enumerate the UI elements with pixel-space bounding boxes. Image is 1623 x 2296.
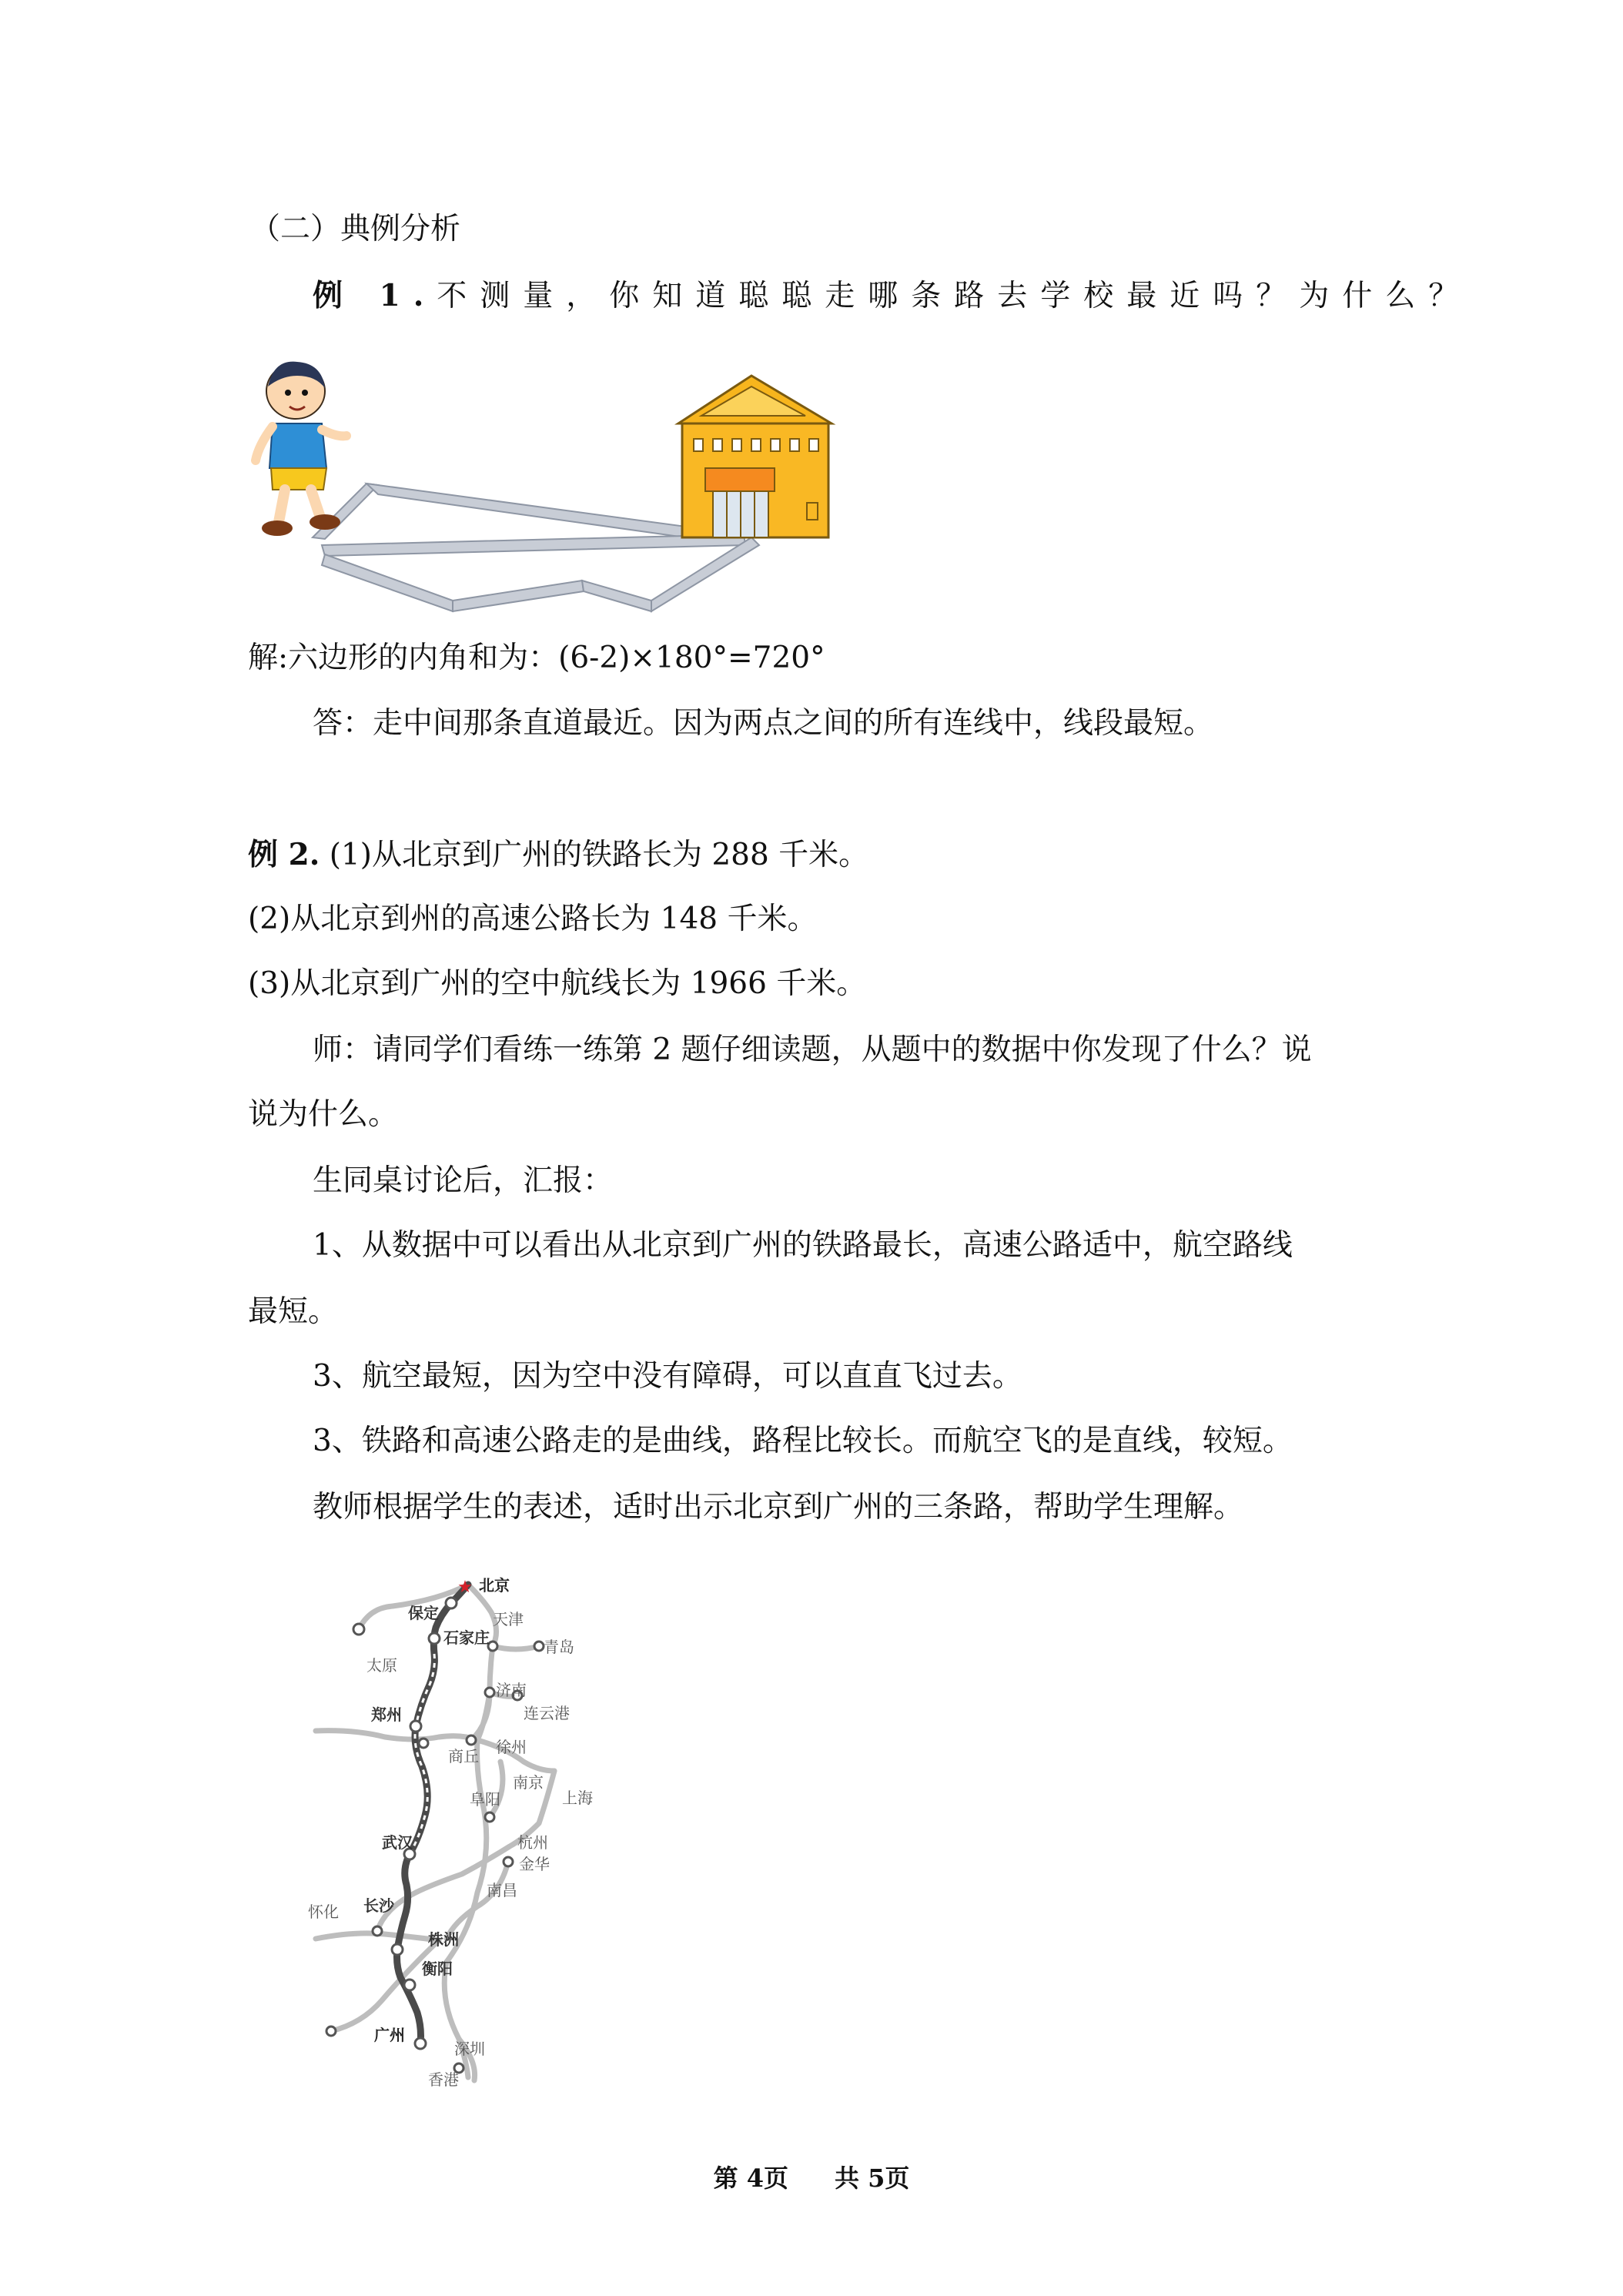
example1-question-line: [313, 276, 1471, 316]
map-label-shenzhen: 深圳: [454, 2040, 485, 2058]
map-label-taiyuan: 太原: [366, 1656, 397, 1675]
point1-line1: 1、从数据中可以看出从北京到广州的铁路最长，高速公路适中，航空路线: [313, 1228, 1293, 1263]
map-label-hengyang: 衡阳: [422, 1960, 453, 1978]
map-label-beijing: 北京: [479, 1576, 510, 1595]
route-to-school-illustration: [251, 353, 856, 614]
map-label-guangzhou: 广州: [374, 2026, 405, 2044]
map-label-shijiazhuang: 石家庄: [443, 1628, 490, 1647]
map-label-hongkong: 香港: [428, 2070, 459, 2089]
map-label-shanghai: 上海: [562, 1789, 593, 1807]
teacher-question-line1: 师：请同学们看练一练第 2 题仔细读题，从题中的数据中你发现了什么？说: [313, 1033, 1312, 1067]
page-number: 第 4页: [713, 2164, 788, 2193]
map-label-fuyang: 阜阳: [470, 1790, 500, 1809]
map-label-zhuzhou: 株洲: [428, 1930, 459, 1949]
map-label-changsha: 长沙: [363, 1896, 394, 1915]
capital-star-icon: ★: [457, 1578, 473, 1597]
map-label-nanjing: 南京: [513, 1773, 544, 1792]
example2-item1-line: [248, 835, 868, 875]
example2-item3: (3)从北京到广州的空中航线长为 1966 千米。: [248, 966, 867, 1001]
map-label-tianjin: 天津: [493, 1610, 524, 1628]
point3-line: 3、铁路和高速公路走的是曲线，路程比较长。而航空飞的是直线，较短。: [313, 1424, 1293, 1458]
page-footer: [0, 2159, 1623, 2194]
map-label-lianyungang: 连云港: [524, 1704, 570, 1722]
map-label-jinan: 济南: [496, 1681, 527, 1699]
section-title: （二）典例分析: [250, 212, 461, 246]
example2-label: 例 2.: [248, 837, 320, 872]
map-label-shangqiu: 商丘: [448, 1747, 479, 1766]
map-label-qingdao: 青岛: [544, 1638, 574, 1656]
example2-item1: (1)从北京到广州的铁路长为 288 千米。: [329, 838, 869, 872]
teacher-question-line2: 说为什么。: [248, 1097, 399, 1132]
beijing-guangzhou-route-map: [308, 1569, 631, 2093]
example1-answer: 答：走中间那条直道最近。因为两点之间的所有连线中，线段最短。: [313, 706, 1214, 741]
point2-line: 3、航空最短，因为空中没有障碍，可以直直飞过去。: [313, 1359, 1022, 1394]
example1-question: 不测量，你知道聪聪走哪条路去学校最近吗？为什么？: [437, 279, 1472, 313]
example2-item2: (2)从北京到州的高速公路长为 148 千米。: [248, 902, 818, 936]
closing-line: 教师根据学生的表述，适时出示北京到广州的三条路，帮助学生理解。: [313, 1490, 1244, 1525]
map-label-wuhan: 武汉: [382, 1833, 413, 1852]
map-label-baoding: 保定: [408, 1604, 439, 1622]
example1-solution: 解:六边形的内角和为：(6-2)×180°=720°: [248, 641, 825, 675]
map-label-jinhua: 金华: [519, 1855, 550, 1873]
map-label-hangzhou: 杭州: [517, 1833, 548, 1852]
example1-label: 例 1.: [313, 278, 437, 313]
map-label-huaihua: 怀化: [308, 1903, 339, 1921]
discussion-line: 生同桌讨论后，汇报：: [313, 1163, 614, 1198]
map-label-xuzhou: 徐州: [496, 1738, 527, 1756]
map-label-zhengzhou: 郑州: [371, 1705, 402, 1724]
map-label-nanchang: 南昌: [487, 1881, 517, 1899]
point1-line2: 最短。: [248, 1294, 339, 1329]
page-total: 共 5页: [835, 2164, 910, 2193]
